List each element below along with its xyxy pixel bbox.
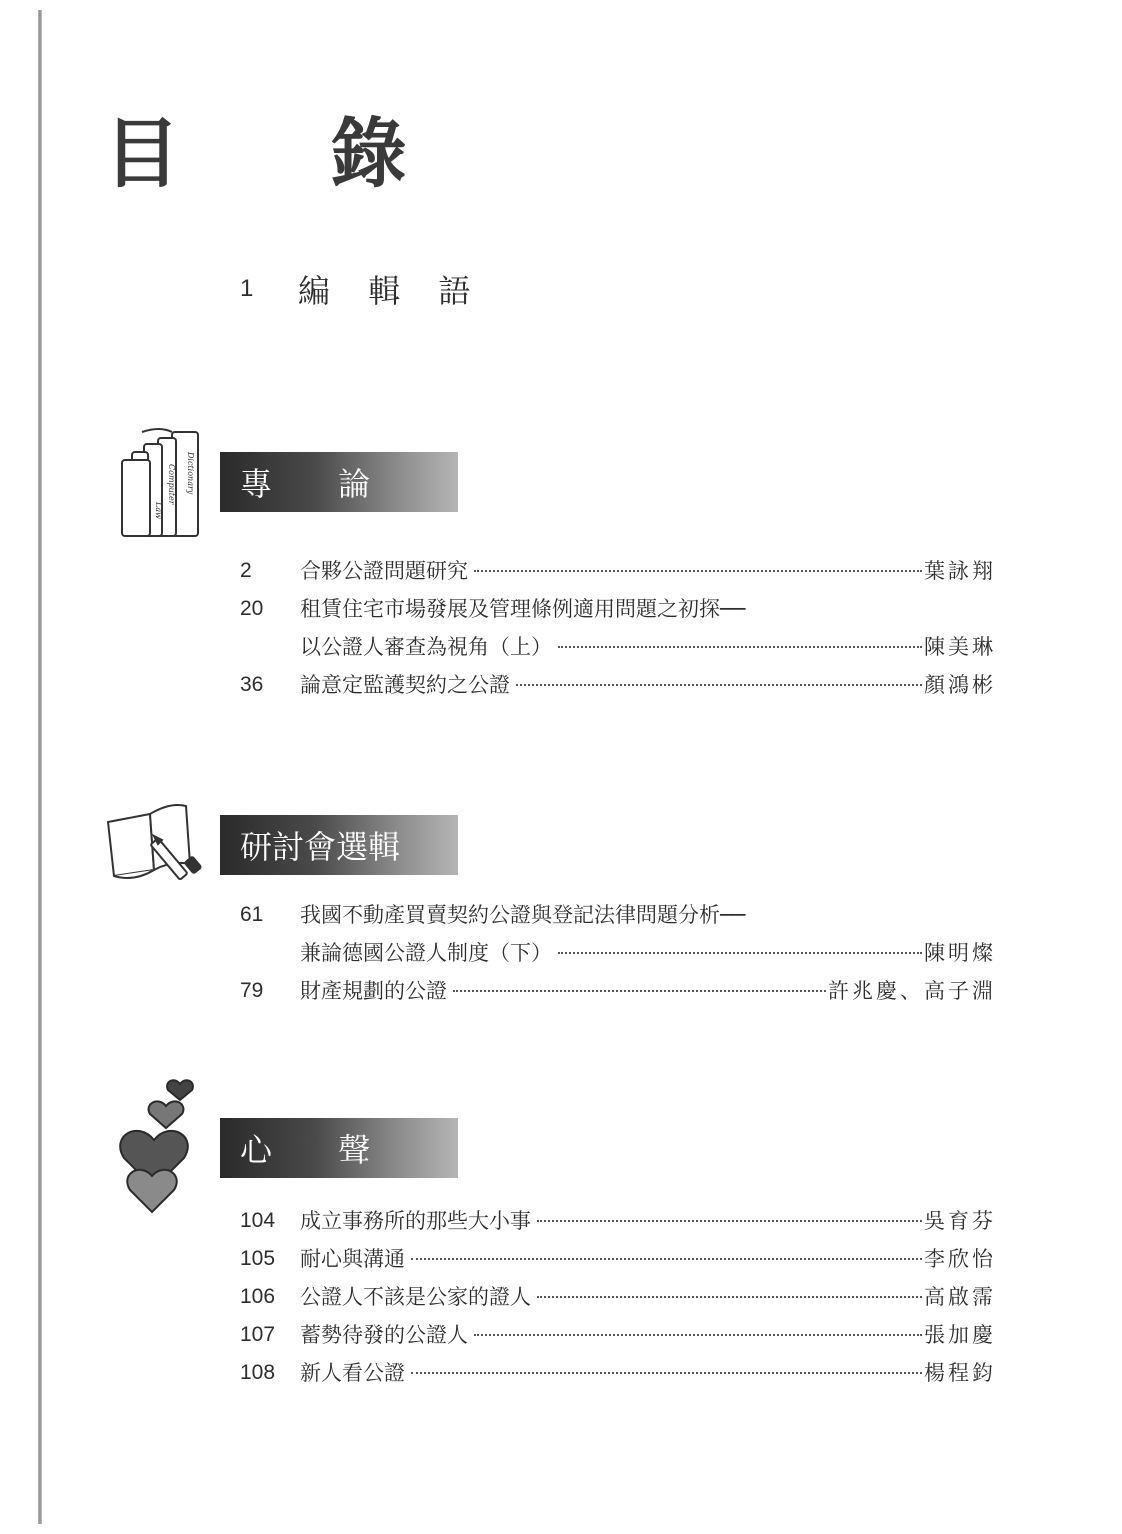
dot-leader: [474, 1333, 922, 1336]
page-number: 107: [240, 1323, 276, 1346]
toc-entry[interactable]: [240, 1316, 996, 1354]
books-icon: [112, 424, 204, 540]
entry-title: 財產規劃的公證: [300, 979, 447, 1003]
toc-entry[interactable]: [240, 590, 996, 666]
toc-entry[interactable]: [240, 1278, 996, 1316]
page-number: 79: [240, 979, 264, 1002]
entry-author: 吳育芬: [924, 1209, 996, 1233]
dot-leader: [453, 989, 826, 992]
entry-author: 顏鴻彬: [924, 673, 996, 697]
page-number: 105: [240, 1247, 276, 1270]
editorial-title: 編 輯 語: [298, 272, 485, 310]
editorial-page-number: 1: [240, 275, 254, 302]
page-number: 104: [240, 1209, 276, 1232]
page-number: 106: [240, 1285, 276, 1308]
entry-title: 蓄勢待發的公證人: [300, 1323, 468, 1347]
hearts-icon: [116, 1064, 212, 1218]
toc-list-seminar: [240, 896, 996, 1010]
entry-title: 成立事務所的那些大小事: [300, 1209, 531, 1233]
book-spine-dictionary: Dictionary: [186, 452, 195, 495]
page-number: 108: [240, 1361, 276, 1384]
open-book-pen-icon: [100, 800, 212, 886]
entry-author: 李欣怡: [924, 1247, 996, 1271]
entry-title-line1: 租賃住宅市場發展及管理條例適用問題之初探──: [300, 597, 746, 621]
dot-leader: [558, 951, 922, 954]
toc-list-xinsheng: [240, 1202, 996, 1392]
binding-edge: [38, 10, 42, 1524]
entry-title: 新人看公證: [300, 1361, 405, 1385]
entry-author: 楊程鈞: [924, 1361, 996, 1385]
page-number: 20: [240, 597, 264, 620]
entry-author: 葉詠翔: [924, 559, 996, 583]
entry-title: 耐心與溝通: [300, 1247, 405, 1271]
book-spine-computer: Computer: [167, 464, 176, 505]
dot-leader: [411, 1371, 922, 1374]
entry-title: 公證人不該是公家的證人: [300, 1285, 531, 1309]
toc-entry[interactable]: [240, 666, 996, 704]
dot-leader: [537, 1295, 922, 1298]
entry-title: 以公證人審查為視角（上）: [300, 635, 552, 659]
section-heading-xinsheng: 心 聲: [220, 1118, 458, 1178]
entry-author: 張加慶: [924, 1323, 996, 1347]
entry-title: 論意定監護契約之公證: [300, 673, 510, 697]
editorial-entry[interactable]: [240, 266, 484, 312]
toc-entry[interactable]: [240, 1354, 996, 1392]
dot-leader: [516, 683, 922, 686]
entry-title: 合夥公證問題研究: [300, 559, 468, 583]
dot-leader: [411, 1257, 922, 1260]
toc-entry[interactable]: [240, 552, 996, 590]
toc-list-zhuanlun: [240, 552, 996, 704]
dot-leader: [474, 569, 922, 572]
book-spine-law: Law: [154, 502, 163, 519]
section-heading-zhuanlun: 專 論: [220, 452, 458, 512]
section-heading-seminar: 研討會選輯: [220, 815, 458, 875]
page-number: 36: [240, 673, 264, 696]
entry-author: 陳明燦: [924, 941, 996, 965]
page-title: 目 錄: [104, 109, 469, 198]
entry-title-line1: 我國不動產買賣契約公證與登記法律問題分析──: [300, 903, 746, 927]
dot-leader: [537, 1219, 922, 1222]
toc-entry[interactable]: [240, 1240, 996, 1278]
entry-author: 陳美琳: [924, 635, 996, 659]
toc-entry[interactable]: [240, 972, 996, 1010]
toc-entry[interactable]: [240, 896, 996, 972]
toc-entry[interactable]: [240, 1202, 996, 1240]
entry-author: 許兆慶、高子淵: [828, 979, 996, 1003]
page-number: 61: [240, 903, 264, 926]
entry-title: 兼論德國公證人制度（下）: [300, 941, 552, 965]
page-number: 2: [240, 559, 252, 582]
entry-author: 高啟霈: [924, 1285, 996, 1309]
dot-leader: [558, 645, 922, 648]
